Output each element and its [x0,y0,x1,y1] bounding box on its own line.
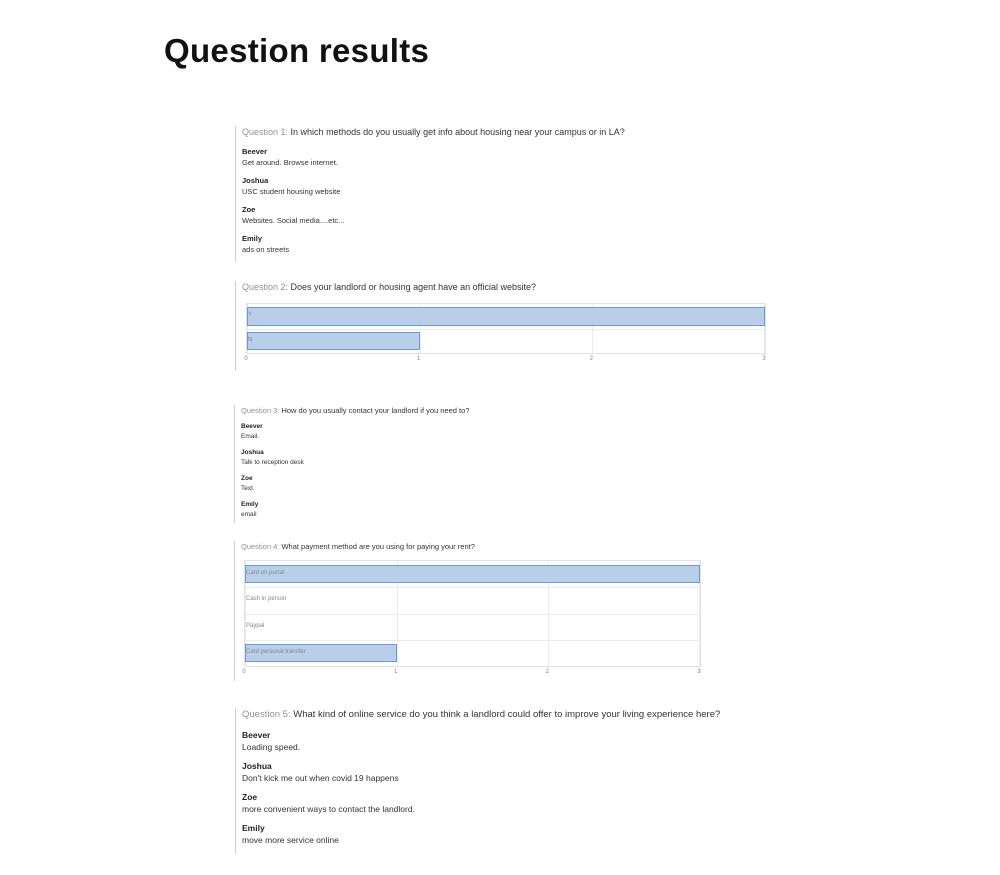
question-1-prefix: Question 1: [242,127,289,137]
tick-label: 1 [416,356,421,362]
chart-bar [247,307,765,326]
answer-joshua [242,760,795,784]
respondent-name: Beever [241,423,263,430]
answer-emily [242,233,695,255]
question-2-prefix: Question 2: [242,282,289,292]
question-3-text: How do you usually contact your landlord if you need to? [281,406,470,415]
answer-emily [241,500,634,520]
question-4-text: What payment method are you using for paying your rent? [281,542,475,551]
tick-label: 0 [242,669,246,675]
question-1-answers [242,146,695,255]
answer-beever [241,422,634,442]
respondent-name: Emily [242,234,263,243]
respondent-name: Beever [242,147,268,156]
respondent-name: Zoe [242,205,256,214]
question-2-text: Does your landlord or housing agent have an official website? [290,282,537,292]
response-text: move more service online [242,835,339,845]
answer-zoe [241,474,634,494]
response-text: Don't kick me out when covid 19 happens [242,773,399,783]
respondent-name: Emily [242,823,265,833]
gridline-horizontal [245,640,700,641]
question-5-prefix: Question 5: [242,709,291,720]
question-1-block [235,126,695,262]
response-text: more convenient ways to contact the landlord. [242,804,415,814]
category-label: Y [248,312,253,319]
response-text: USC student housing website [242,187,341,196]
tick-label: 2 [589,356,593,362]
answer-joshua [241,448,634,468]
answer-zoe [242,204,695,226]
respondent-name: Beever [242,730,271,740]
tick-label: 1 [393,669,398,675]
response-text: Talk to reception desk [241,459,304,466]
question-5-block [235,708,795,854]
tick-label: 0 [244,356,248,362]
question-5-title [242,708,795,722]
response-text: Get around. Browse internet. [242,158,338,167]
question-5-text: What kind of online service do you think a landlord could offer to improve your living experience here? [293,709,721,720]
response-text: Loading speed. [242,742,301,752]
answer-beever [242,146,695,168]
question-2-title [242,281,775,294]
answer-beever [242,729,795,753]
page-title: Question results [164,32,430,69]
category-label: N [248,336,253,343]
question-4-prefix: Question 4: [241,542,280,551]
question-3-prefix: Question 3: [241,406,280,415]
respondent-name: Joshua [242,176,269,185]
question-1-title [242,126,695,139]
tick-label: 2 [545,669,549,675]
respondent-name: Zoe [242,792,258,802]
category-label: Card on portal [246,570,285,577]
tick-label: 3 [697,669,701,675]
gridline-horizontal [247,329,765,330]
chart-bar [247,332,420,351]
respondent-name: Zoe [241,475,253,482]
question-4-title [241,541,714,552]
response-text: Text. [241,485,255,492]
question-2-bar-chart [246,303,766,354]
tick-label: 3 [762,356,766,362]
category-label: Cash in person [246,596,287,603]
gridline-horizontal [245,614,700,615]
gridline-horizontal [245,587,700,588]
response-text: Websites. Social media....etc... [242,216,345,225]
question-3-block [234,405,634,523]
chart-bar [245,565,700,583]
respondent-name: Emily [241,501,259,508]
answer-zoe [242,791,795,815]
category-label: Card personal transfer [246,648,306,655]
response-text: Email. [241,433,260,440]
question-3-answers [241,422,634,520]
question-1-text: In which methods do you usually get info about housing near your campus or in LA? [290,127,625,137]
question-3-title [241,405,634,416]
respondent-name: Joshua [242,761,272,771]
response-text: ads on streets [242,245,290,254]
answer-emily [242,822,795,846]
question-4-bar-chart [244,560,701,667]
response-text: email [241,511,257,518]
question-5-answers [242,729,795,846]
category-label: Paypal [246,622,265,629]
respondent-name: Joshua [241,449,264,456]
answer-joshua [242,175,695,197]
